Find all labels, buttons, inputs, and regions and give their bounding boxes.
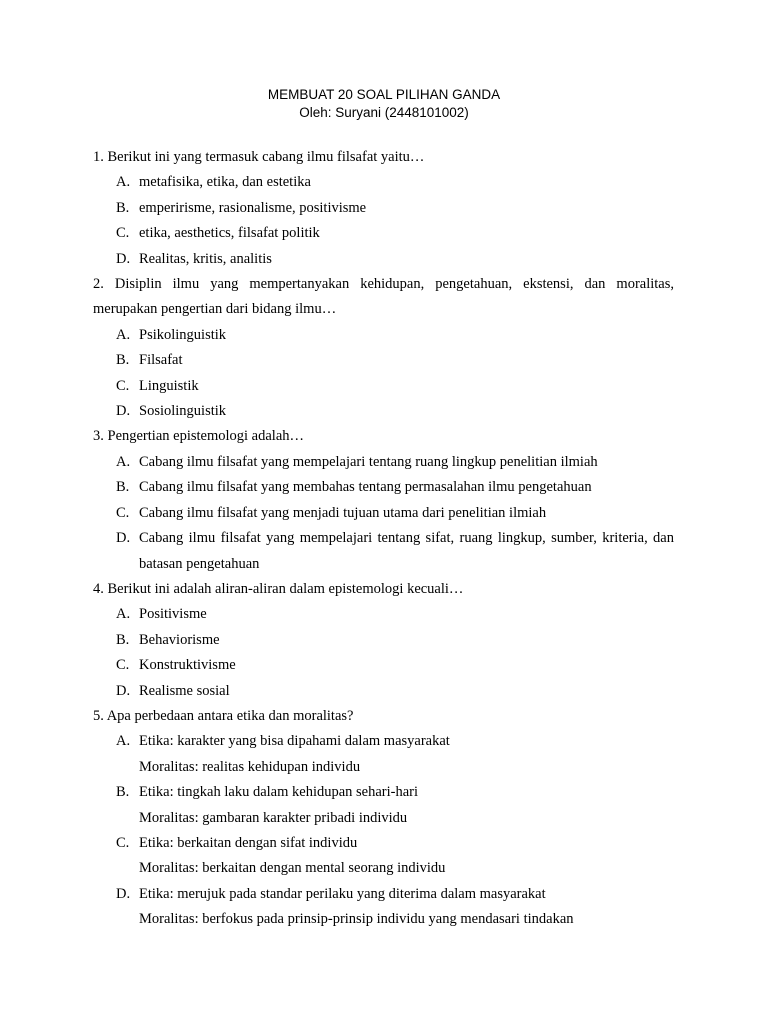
question-1-option-a xyxy=(93,170,674,195)
question-2-option-b xyxy=(93,348,674,373)
option-letter: C. xyxy=(116,834,130,851)
question-3-option-a xyxy=(93,450,674,475)
question-5-option-c xyxy=(93,831,674,856)
option-letter: A. xyxy=(116,453,131,470)
option-text: Positivisme xyxy=(139,606,207,623)
option-letter: B. xyxy=(116,479,130,496)
option-letter: D. xyxy=(116,530,131,547)
document-title: MEMBUAT 20 SOAL PILIHAN GANDA xyxy=(267,87,501,102)
option-text: Etika: merujuk pada standar perilaku yang diterima dalam masyarakat xyxy=(139,885,546,902)
question-3-text: 3. Pengertian epistemologi adalah… xyxy=(93,428,305,445)
option-text: Cabang ilmu filsafat yang mempelajari tentang ruang lingkup penelitian ilmiah xyxy=(139,453,598,470)
question-5-option-c-line2: Moralitas: berkaitan dengan mental seorang individu xyxy=(139,860,446,877)
option-text: Cabang ilmu filsafat yang mempelajari tentang sifat, ruang lingkup, sumber, kriteria, dan batasan pengetahuan xyxy=(139,530,674,572)
question-5-option-b xyxy=(93,780,674,805)
question-5-option-d-line2: Moralitas: berfokus pada prinsip-prinsip individu yang mendasari tindakan xyxy=(139,911,574,928)
question-4-option-b xyxy=(93,628,674,653)
option-letter: C. xyxy=(116,225,130,242)
option-letter: A. xyxy=(116,733,131,750)
option-text: Etika: karakter yang bisa dipahami dalam masyarakat xyxy=(139,733,450,750)
option-text: Psikolinguistik xyxy=(139,326,227,343)
question-4-option-d xyxy=(93,679,674,704)
option-text: Cabang ilmu filsafat yang membahas tentang permasalahan ilmu pengetahuan xyxy=(139,479,592,496)
question-2-option-d xyxy=(93,399,674,424)
option-text: Realisme sosial xyxy=(139,682,230,699)
question-5-text: 5. Apa perbedaan antara etika dan moralitas? xyxy=(93,707,354,724)
option-letter: C. xyxy=(116,504,130,521)
option-text: Cabang ilmu filsafat yang menjadi tujuan utama dari penelitian ilmiah xyxy=(139,504,547,521)
option-text: Linguistik xyxy=(139,377,199,394)
option-text: Etika: berkaitan dengan sifat individu xyxy=(139,834,358,851)
question-2-text: 2. Disiplin ilmu yang mempertanyakan kehidupan, pengetahuan, ekstensi, dan moralitas, merupakan pengertian dari bidang ilmu… xyxy=(93,276,674,318)
option-text: Filsafat xyxy=(139,352,183,369)
option-letter: B. xyxy=(116,352,130,369)
option-text: Konstruktivisme xyxy=(139,657,236,674)
option-letter: D. xyxy=(116,250,131,267)
option-text: Sosiolinguistik xyxy=(139,403,227,420)
question-5-option-d xyxy=(93,882,674,907)
option-letter: D. xyxy=(116,682,131,699)
question-3-option-b xyxy=(93,475,674,500)
option-letter: D. xyxy=(116,885,131,902)
option-text: Realitas, kritis, analitis xyxy=(139,250,272,267)
question-4-option-c xyxy=(93,653,674,678)
option-text: Behaviorisme xyxy=(139,631,220,648)
question-5-option-b-line2: Moralitas: gambaran karakter pribadi individu xyxy=(139,809,408,826)
question-4-option-a xyxy=(93,602,674,627)
option-letter: C. xyxy=(116,657,130,674)
option-text: etika, aesthetics, filsafat politik xyxy=(139,225,320,242)
question-1-option-c xyxy=(93,221,674,246)
question-list xyxy=(93,145,674,933)
question-5-option-a xyxy=(93,729,674,754)
option-text: Etika: tingkah laku dalam kehidupan sehari-hari xyxy=(139,784,419,801)
option-letter: A. xyxy=(116,606,131,623)
option-letter: B. xyxy=(116,199,130,216)
question-4-text: 4. Berikut ini adalah aliran-aliran dalam epistemologi kecuali… xyxy=(93,580,464,597)
option-letter: B. xyxy=(116,631,130,648)
option-letter: A. xyxy=(116,326,131,343)
question-3-option-c xyxy=(93,501,674,526)
option-letter: B. xyxy=(116,784,130,801)
question-5-option-a-line2: Moralitas: realitas kehidupan individu xyxy=(139,758,361,775)
question-3-option-d xyxy=(93,526,674,577)
document-author: Oleh: Suryani (2448101002) xyxy=(299,105,469,120)
question-2-option-c xyxy=(93,374,674,399)
option-letter: C. xyxy=(116,377,130,394)
option-letter: D. xyxy=(116,403,131,420)
question-1-text: 1. Berikut ini yang termasuk cabang ilmu filsafat yaitu… xyxy=(93,149,425,165)
question-1-option-b xyxy=(93,196,674,221)
option-letter: A. xyxy=(116,174,131,191)
option-text: emperirisme, rasionalisme, positivisme xyxy=(139,199,367,216)
option-text: metafisika, etika, dan estetika xyxy=(139,174,311,191)
question-1-option-d xyxy=(93,247,674,272)
question-2-option-a xyxy=(93,323,674,348)
